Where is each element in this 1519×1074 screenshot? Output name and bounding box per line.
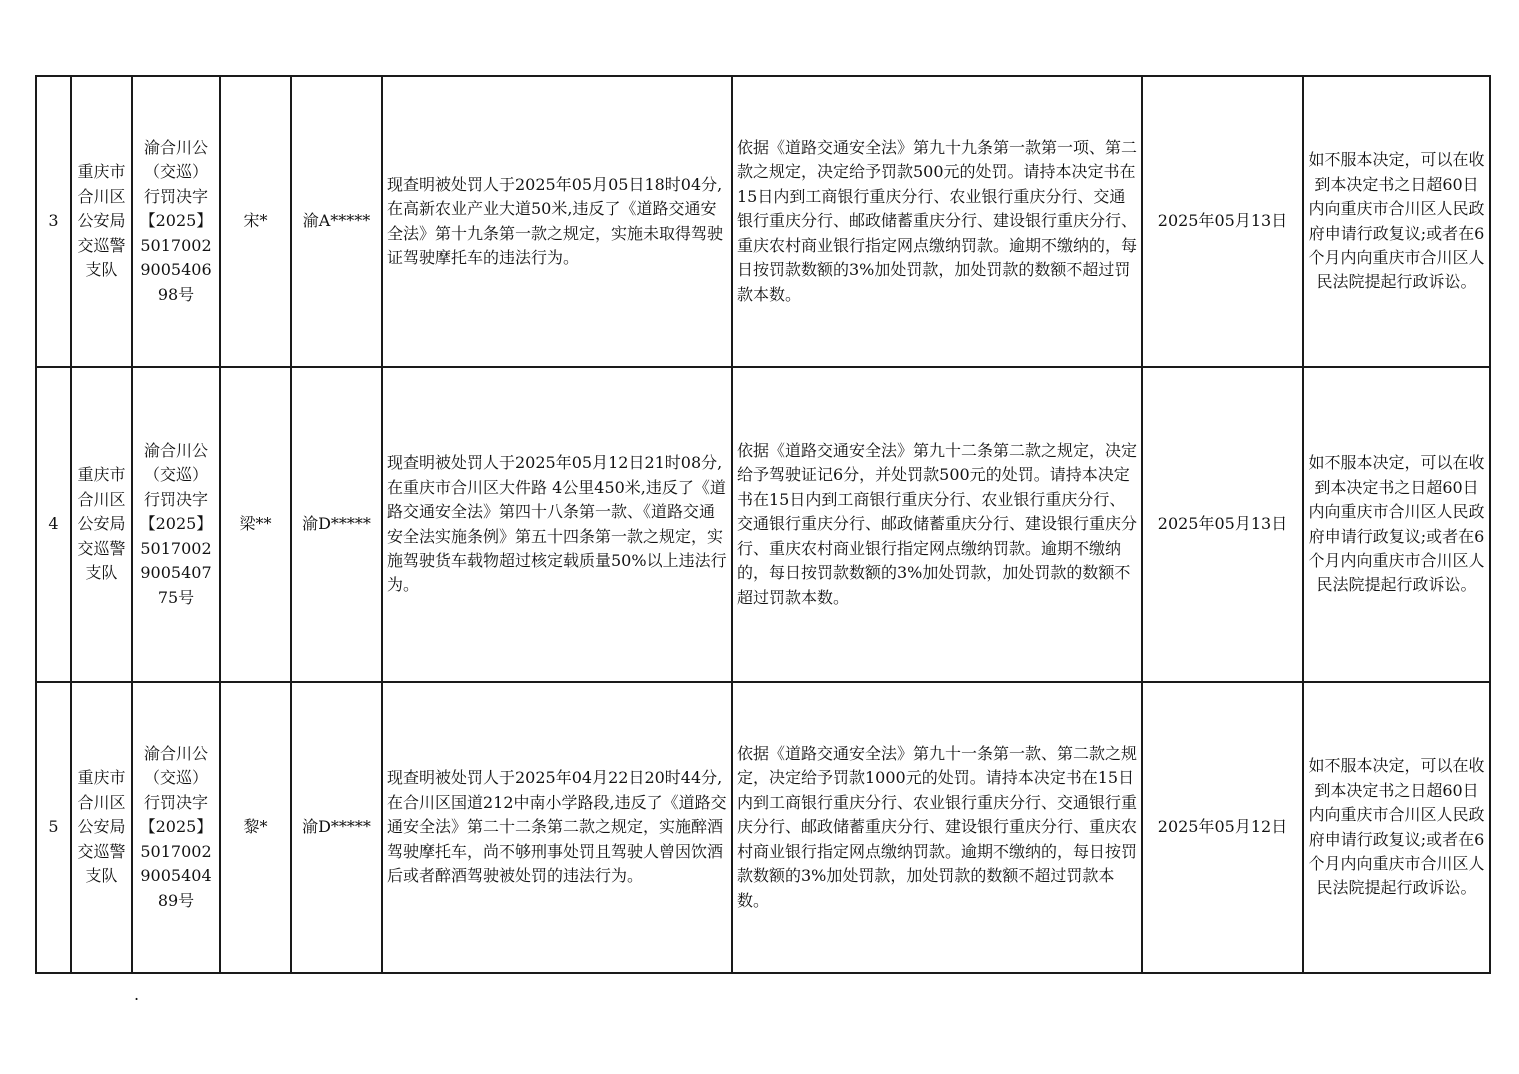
footer-mark: . bbox=[134, 985, 140, 1004]
agency-cell: 重庆市合川区公安局交巡警支队 bbox=[71, 682, 132, 973]
legal-remedy-cell: 如不服本决定，可以在收到本决定书之日超60日内向重庆市合川区人民政府申请行政复议;或者在6个月内向重庆市合川区人民法院提起行政诉讼。 bbox=[1303, 682, 1490, 973]
penalty-basis-cell: 依据《道路交通安全法》第九十一条第一款、第二款之规定，决定给予罚款1000元的处罚。请持本决定书在15日内到工商银行重庆分行、农业银行重庆分行、交通银行重庆分行、邮政储蓄重庆分行、建设银行重庆分行、重庆农村商业银行指定网点缴纳罚款。逾期不缴纳的，每日按罚款数额的3%加处罚款，加处罚款的数额不超过罚款本数。 bbox=[732, 682, 1142, 973]
party-name-cell: 黎* bbox=[220, 682, 291, 973]
decision-number-cell: 渝合川公（交巡）行罚决字【2025】5017002900540489号 bbox=[132, 682, 220, 973]
violation-facts-cell: 现查明被处罚人于2025年05月05日18时04分,在高新农业产业大道50米,违反了《道路交通安全法》第十九条第一款之规定，实施未取得驾驶证驾驶摩托车的违法行为。 bbox=[382, 76, 732, 367]
row-number: 5 bbox=[36, 682, 71, 973]
decision-date-cell: 2025年05月13日 bbox=[1142, 367, 1303, 682]
decision-date-cell: 2025年05月13日 bbox=[1142, 76, 1303, 367]
penalty-basis-cell: 依据《道路交通安全法》第九十二条第二款之规定，决定给予驾驶证记6分，并处罚款500元的处罚。请持本决定书在15日内到工商银行重庆分行、农业银行重庆分行、交通银行重庆分行、邮政储蓄重庆分行、建设银行重庆分行、重庆农村商业银行指定网点缴纳罚款。逾期不缴纳的，每日按罚款数额的3%加处罚款，加处罚款的数额不超过罚款本数。 bbox=[732, 367, 1142, 682]
violation-facts-cell: 现查明被处罚人于2025年04月22日20时44分,在合川区国道212中南小学路段,违反了《道路交通安全法》第二十二条第二款之规定，实施醉酒驾驶摩托车，尚不够刑事处罚且驾驶人曾因饮酒后或者醉酒驾驶被处罚的违法行为。 bbox=[382, 682, 732, 973]
agency-cell: 重庆市合川区公安局交巡警支队 bbox=[71, 76, 132, 367]
party-name-cell: 宋* bbox=[220, 76, 291, 367]
legal-remedy-cell: 如不服本决定，可以在收到本决定书之日超60日内向重庆市合川区人民政府申请行政复议;或者在6个月内向重庆市合川区人民法院提起行政诉讼。 bbox=[1303, 76, 1490, 367]
decision-number-cell: 渝合川公（交巡）行罚决字【2025】5017002900540698号 bbox=[132, 76, 220, 367]
row-number: 3 bbox=[36, 76, 71, 367]
legal-remedy-cell: 如不服本决定，可以在收到本决定书之日超60日内向重庆市合川区人民政府申请行政复议;或者在6个月内向重庆市合川区人民法院提起行政诉讼。 bbox=[1303, 367, 1490, 682]
table-row bbox=[36, 682, 1490, 973]
agency-cell: 重庆市合川区公安局交巡警支队 bbox=[71, 367, 132, 682]
party-name-cell: 梁** bbox=[220, 367, 291, 682]
decision-number-cell: 渝合川公（交巡）行罚决字【2025】5017002900540775号 bbox=[132, 367, 220, 682]
plate-number-cell: 渝A***** bbox=[291, 76, 382, 367]
table-row bbox=[36, 76, 1490, 367]
plate-number-cell: 渝D***** bbox=[291, 367, 382, 682]
violation-facts-cell: 现查明被处罚人于2025年05月12日21时08分,在重庆市合川区大件路 4公里450米,违反了《道路交通安全法》第四十八条第一款、《道路交通安全法实施条例》第五十四条第一款之规定，实施驾驶货车载物超过核定载质量50%以上违法行为。 bbox=[382, 367, 732, 682]
plate-number-cell: 渝D***** bbox=[291, 682, 382, 973]
row-number: 4 bbox=[36, 367, 71, 682]
penalty-decision-table bbox=[35, 75, 1491, 974]
table-row bbox=[36, 367, 1490, 682]
penalty-basis-cell: 依据《道路交通安全法》第九十九条第一款第一项、第二款之规定，决定给予罚款500元的处罚。请持本决定书在15日内到工商银行重庆分行、农业银行重庆分行、交通银行重庆分行、邮政储蓄重庆分行、建设银行重庆分行、重庆农村商业银行指定网点缴纳罚款。逾期不缴纳的，每日按罚款数额的3%加处罚款，加处罚款的数额不超过罚款本数。 bbox=[732, 76, 1142, 367]
decision-date-cell: 2025年05月12日 bbox=[1142, 682, 1303, 973]
